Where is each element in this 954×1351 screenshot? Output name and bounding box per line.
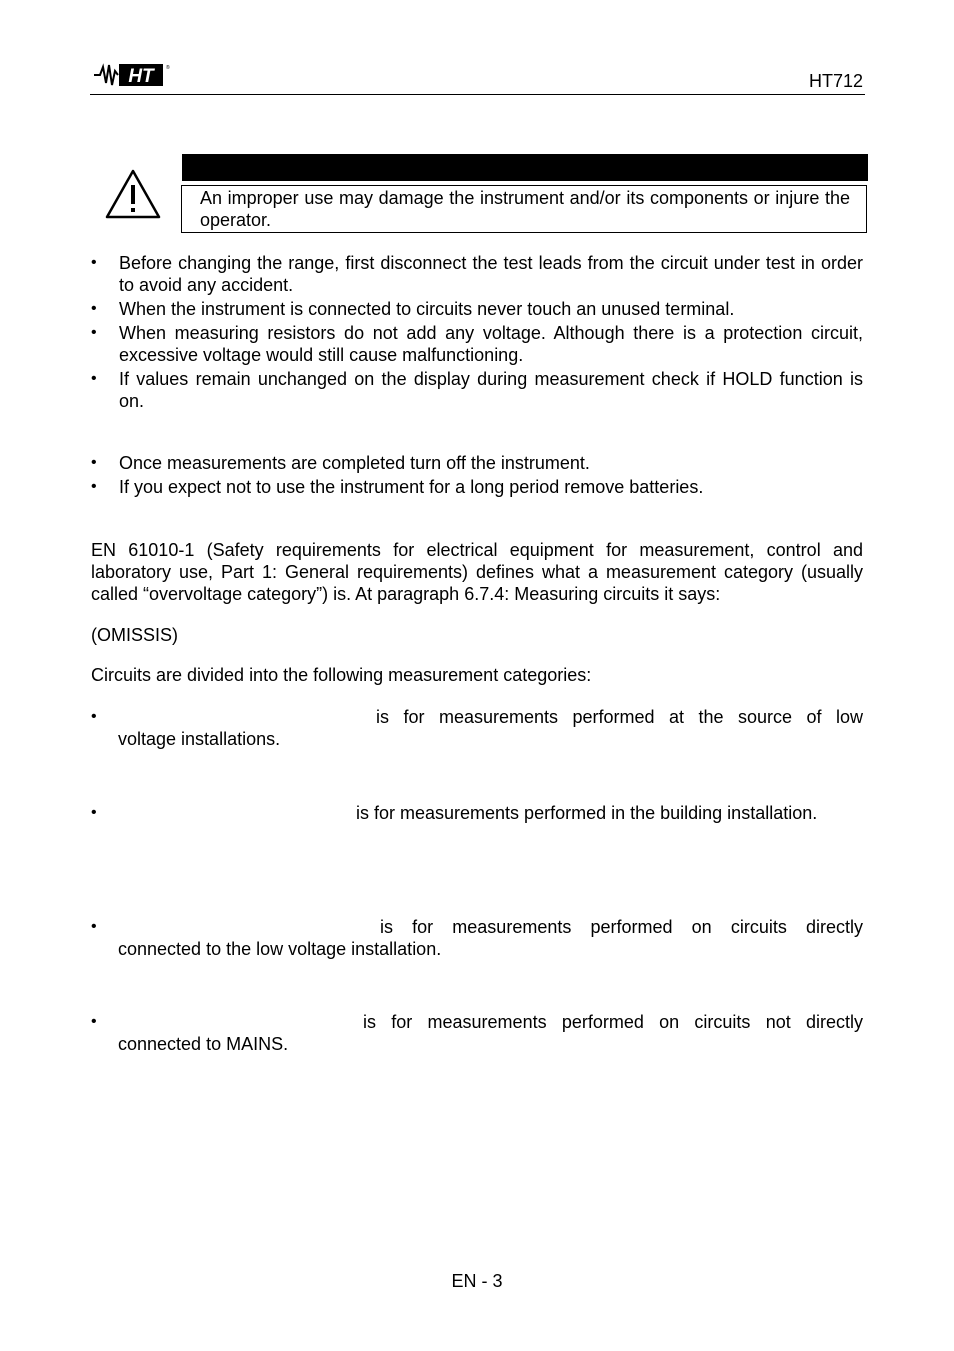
category-line: voltage installations. [118,729,281,749]
bullet-dot: • [91,918,97,935]
warning-triangle-icon [104,168,162,220]
category-item-3 [91,916,863,960]
omissis-text: (OMISSIS) [91,625,179,645]
category-line: is for measurements performed on circuits not directly [363,1012,863,1032]
ht-logo [92,62,170,88]
category-item-2 [91,802,863,824]
category-line: connected to the low voltage installation. [118,939,442,959]
categories-divided-text: Circuits are divided into the following measurement categories: [91,665,592,685]
category-item-1 [91,706,863,750]
bullet-dot: • [91,708,97,725]
warning-title-bar [182,154,868,181]
list-item: • Before changing the range, first disconnect the test leads from the circuit under test in order to avoid any accident. [91,252,863,296]
category-line: connected to MAINS. [118,1034,289,1054]
after-use-list [91,452,863,500]
list-item: • When the instrument is connected to circuits never touch an unused terminal. [91,298,863,320]
warning-box [181,185,867,233]
category-line: is for measurements performed in the building installation. [356,803,818,823]
warning-text: An improper use may damage the instrument and/or its components or injure the operator. [200,188,850,230]
list-item: • If you expect not to use the instrument for a long period remove batteries. [91,476,863,498]
model-name: HT712 [808,71,863,91]
category-item-4 [91,1011,863,1055]
bullet-dot: • [91,804,97,821]
bullet-dot: • [91,1013,97,1030]
categories-paragraph: EN 61010-1 (Safety requirements for electrical equipment for measurement, control and laboratory use, Part 1: General requirements) defines what a measurement category (usually called “overvoltage category”) is. At paragraph 6.7.4: Measuring circuits it says: [91,540,863,604]
svg-text:®: ® [166,65,170,71]
category-line: is for measurements performed at the source of low [376,707,863,727]
logo-text: HT [128,66,154,87]
page-number: EN - 3 [451,1271,503,1291]
list-item: • When measuring resistors do not add any voltage. Although there is a protection circuit, excessive voltage would still cause malfunctioning. [91,322,863,366]
header-rule [90,94,865,95]
category-line: is for measurements performed on circuits directly [380,917,863,937]
during-use-list [91,252,863,414]
list-item: • If values remain unchanged on the display during measurement check if HOLD function is on. [91,368,863,412]
list-item: • Once measurements are completed turn off the instrument. [91,452,863,474]
